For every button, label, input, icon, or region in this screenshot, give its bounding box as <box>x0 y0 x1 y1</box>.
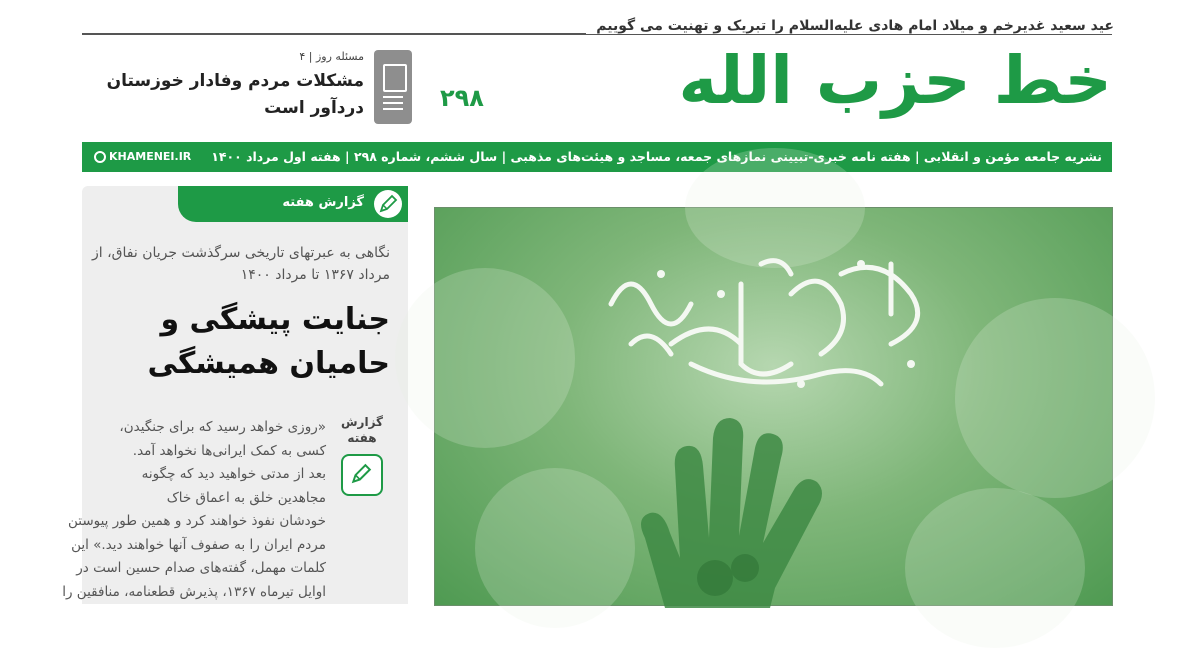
hero-image[interactable] <box>434 207 1113 606</box>
article-body <box>62 416 326 604</box>
document-icon <box>374 50 412 124</box>
hand-graphic <box>605 408 875 608</box>
article-headline[interactable]: جنایت پیشگی و حامیان همیشگی <box>147 302 390 381</box>
body-line: کلمات مهمل، گفته‌های صدام حسین است در <box>76 560 326 576</box>
calligraphy-graphic <box>591 244 951 394</box>
band-text: نشریه جامعه مؤمن و انقلابی | هفته نامه خبری-تبیینی نمازهای جمعه، مساجد و هیئت‌های مذهبی | سال ششم، شماره ۲۹۸ | هفته اول مرداد ۱۴۰۰ <box>211 149 1102 164</box>
body-line: کسی به کمک ایرانی‌ها نخواهد آمد. <box>132 442 326 459</box>
article-kicker: نگاهی به عبرتهای تاریخی سرگذشت جریان نفاق، از مرداد ۱۳۶۷ تا مرداد ۱۴۰۰ <box>92 245 390 283</box>
report-badge <box>334 414 390 496</box>
body-line: مردم ایران را به صفوف آنها خواهند دید.» این <box>71 536 326 553</box>
site-label: KHAMENEI.IR <box>109 150 192 163</box>
weekly-report-sidebar <box>62 186 408 604</box>
problem-label: مسئله روز | ۴ <box>299 50 364 63</box>
logo-title: خط حزب الله <box>678 42 1112 119</box>
site-logo-icon <box>94 151 106 163</box>
pen-icon <box>374 190 402 218</box>
section-label: گزارش هفته <box>282 195 364 210</box>
body-line: مجاهدین خلق به اعماق خاک <box>166 489 326 506</box>
info-band <box>82 142 1112 172</box>
badge-label: گزارش هفته <box>340 415 384 445</box>
body-line: خودشان نفوذ خواهند کرد و همین طور پیوستن <box>67 513 326 529</box>
section-tab[interactable] <box>178 186 408 222</box>
body-line: «روزی خواهد رسید که برای جنگیدن، <box>119 419 326 435</box>
problem-of-day[interactable] <box>82 48 412 128</box>
body-line: بعد از مدتی خواهید دید که چگونه <box>141 466 326 482</box>
masthead-logo[interactable] <box>432 42 1112 128</box>
issue-number: ۲۹۸ <box>440 84 484 112</box>
site-link[interactable] <box>94 150 191 163</box>
problem-title: مشکلات مردم وفادار خوزستان دردآور است <box>106 71 364 118</box>
top-note: عید سعید غدیرخم و میلاد امام هادی علیه‌السلام را تبریک و تهنیت می گوییم <box>586 18 1114 34</box>
body-line: اوایل تیرماه ۱۳۶۷، پذیرش قطعنامه، منافقین را <box>62 583 326 600</box>
pen-badge-icon <box>341 454 383 496</box>
